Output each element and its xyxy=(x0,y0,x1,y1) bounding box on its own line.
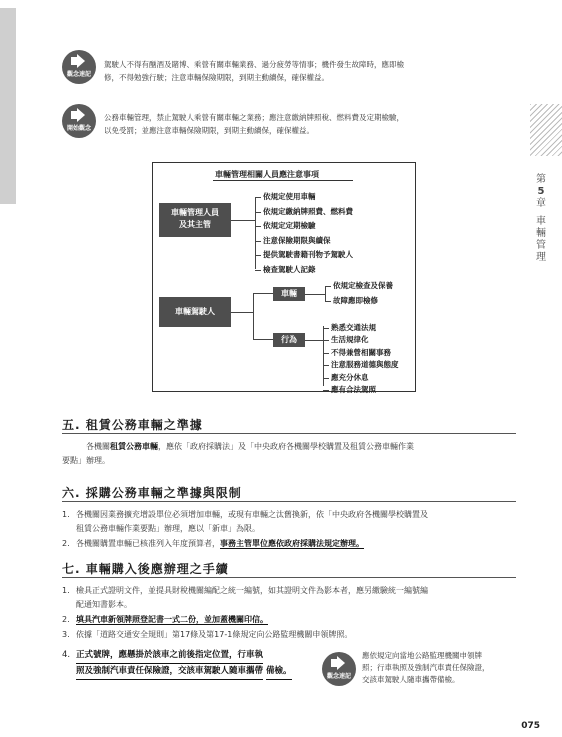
section-rule xyxy=(62,577,516,578)
diagram-item: 依規定繳納牌照費、燃料費 xyxy=(263,206,353,216)
page-number: 075 xyxy=(521,721,540,731)
diagram-item: 不得兼營相關事務 xyxy=(331,347,391,357)
conduct-label-box: 行為 xyxy=(273,333,305,347)
body-text: 配通知書影本。 xyxy=(76,600,132,609)
vehicle-label-box: 車輛 xyxy=(273,287,305,301)
list-item xyxy=(62,628,516,642)
chapter-title: 車輛管理 xyxy=(536,216,546,263)
speaker-icon xyxy=(62,50,96,84)
chapter-label-prefix: 第 xyxy=(536,174,546,185)
chapter-hatch-decoration xyxy=(530,104,562,156)
manager-label-line: 及其主管 xyxy=(179,220,211,229)
body-text: 各機關購置車輛已核准列入年度預算者， xyxy=(76,539,220,548)
list-item xyxy=(62,584,516,612)
diagram-item: 注意保險期限與續保 xyxy=(263,235,331,245)
list-item xyxy=(62,648,312,680)
body-text: 檢具正式證明文件，並提具財稅機關編配之統一編號，如其證明文件為影本者，應另繳驗統一編號編 xyxy=(76,586,428,595)
diagram-item: 注意服務道德與態度 xyxy=(331,360,399,370)
note-badge: 開始觀念 xyxy=(66,125,91,132)
diagram-title: 車輛管理相關人員應注意事項 xyxy=(215,170,319,179)
chapter-tab xyxy=(534,174,548,264)
body-bold-text: 照及強制汽車責任保險證，交該車駕駛人隨車攜帶 xyxy=(76,664,263,680)
section-rule xyxy=(62,433,516,434)
speaker-icon xyxy=(322,652,356,686)
diagram-item: 應充分休息 xyxy=(331,372,369,382)
diagram-item: 生活規律化 xyxy=(331,335,369,345)
body-bold-text: 備檢。 xyxy=(266,664,292,680)
section-5-title: 五. 租賃公務車輛之準據 xyxy=(62,418,203,432)
section-rule xyxy=(62,501,516,502)
note-line: 駕駛人不得有酗酒及賭博、乘營有關車輛業務、過分疲勞等情事；機件發生故障時，應即檢 xyxy=(104,60,404,69)
body-text: 各機關因業務擴充增設單位必須增加車輛，或現有車輛之汰舊換新，依「中央政府各機關學校購置及 xyxy=(76,510,428,519)
diagram-item: 依規定定期檢驗 xyxy=(263,221,316,231)
list-number: 1. xyxy=(62,510,70,519)
manager-label-line: 車輛管理人員 xyxy=(171,208,219,217)
note-line: 交該車駕駛人隨車攜帶備檢。 xyxy=(362,675,460,684)
body-bold-text: 租賃公務車輛 xyxy=(110,442,158,451)
diagram-item: 依規定檢查及保養 xyxy=(333,281,393,290)
note-line: 修，不得勉強行駛；注意車輛保險期限，到期主動續保，確保權益。 xyxy=(104,73,329,82)
list-number: 1. xyxy=(62,586,70,595)
note-line: 照；行車執照及強制汽車責任保險證， xyxy=(362,663,490,672)
diagram-item: 故障應即檢修 xyxy=(333,296,378,305)
section-5-body xyxy=(62,440,516,468)
list-item xyxy=(62,613,516,627)
body-text: ，應依「政府採購法」及「中央政府各機關學校購置及租賃公務車輛作業 xyxy=(158,442,414,451)
list-number: 2. xyxy=(62,615,70,624)
note-line: 應依規定向當地公路監理機關申領牌 xyxy=(362,651,482,660)
chapter-number: 5 xyxy=(537,186,545,197)
body-text: 租賃公務車輛作業要點」辦理，應以「新車」為限。 xyxy=(76,524,260,533)
diagram-item: 提供駕駛書籍刊物予駕駛人 xyxy=(263,250,353,260)
diagram-item: 檢查駕駛人記錄 xyxy=(263,265,316,274)
list-number: 3. xyxy=(62,630,70,639)
section-6-title: 六. 採購公務車輛之準據與限制 xyxy=(62,486,242,500)
note-text xyxy=(362,650,522,686)
body-text: 要點」辦理。 xyxy=(62,456,110,465)
body-bold-text: 正式號牌，應懸掛於該車之前後指定位置，行車執 xyxy=(76,648,263,664)
driver-box: 車輛駕駛人 xyxy=(159,297,231,327)
section-6-body xyxy=(62,508,516,551)
body-bold-text: 填具汽車新領牌照登記書一式二份，並加蓋機關印信。 xyxy=(76,615,268,624)
section-7-title: 七. 車輛購入後應辦理之手續 xyxy=(62,562,229,576)
list-item xyxy=(62,537,516,551)
note-line: 公務車輛管理，禁止駕駛人乘營有關車輛之業務；應注意繳納牌照稅、燃料費及定期檢驗， xyxy=(104,113,404,122)
diagram-item: 應有合法駕照 xyxy=(331,385,376,394)
diagram-item: 依規定使用車輛 xyxy=(263,192,316,201)
chapter-label-suffix: 章 xyxy=(536,198,546,209)
section-7-body xyxy=(62,584,516,642)
diagram-item: 熟悉交通法規 xyxy=(331,323,376,332)
body-text: 依據「道路交通安全規則」第17條及第17-1條規定向公路監理機關申領牌照。 xyxy=(76,630,353,639)
note-text xyxy=(104,111,480,137)
responsibility-diagram xyxy=(152,162,416,392)
note-badge: 觀念速記 xyxy=(326,673,351,680)
body-bold-text: 事務主管單位應依政府採購法規定辦理。 xyxy=(220,539,364,548)
left-margin-bar xyxy=(0,8,16,204)
speaker-icon xyxy=(62,104,96,138)
manager-box xyxy=(159,203,231,237)
note-line: 以免受罰；並應注意車輛保險期限，到期主動續保，確保權益。 xyxy=(104,126,314,135)
body-text: 各機關 xyxy=(86,442,110,451)
note-text xyxy=(104,58,480,84)
note-badge: 觀念速記 xyxy=(66,71,91,78)
list-number: 2. xyxy=(62,539,70,548)
list-number: 4. xyxy=(62,650,71,660)
list-item xyxy=(62,508,516,536)
